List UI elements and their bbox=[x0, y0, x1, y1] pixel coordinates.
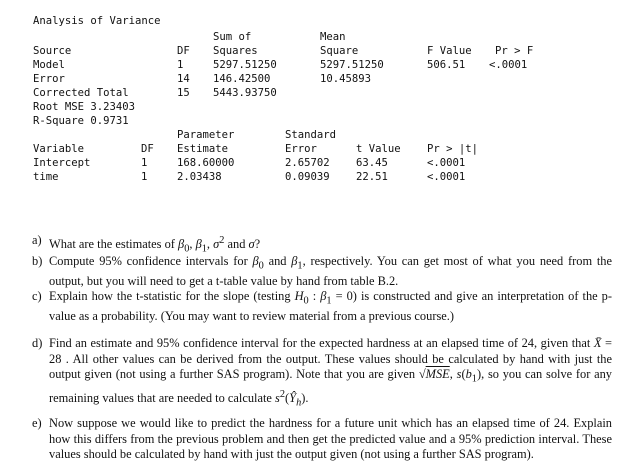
param-header-error: Error bbox=[285, 143, 317, 155]
param-header-standard: Standard bbox=[285, 129, 337, 141]
anova-row-ms: 5297.51250 bbox=[320, 59, 384, 71]
question-label: d) bbox=[32, 336, 43, 350]
param-row-df: 1 bbox=[141, 171, 148, 183]
param-header-variable: Variable bbox=[33, 143, 85, 155]
param-row-t: 22.51 bbox=[356, 171, 388, 183]
param-row-variable: Intercept bbox=[33, 157, 91, 169]
anova-header-square: Square bbox=[320, 45, 359, 57]
question-text: Now suppose we would like to predict the hardness for a future unit which has an elapsed time of 24. Explain how this differs from the previous problem and then get the predicted value and a 95% prediction interval. These values should be calculated by hand with just the output given (not using a further SAS program). bbox=[49, 416, 612, 461]
anova-row-df: 15 bbox=[177, 87, 190, 99]
anova-header-df: DF bbox=[177, 45, 190, 57]
question-text: What are the estimates of $\beta_0$, $\beta_1$, $\sigma^2$ and σ? bbox=[49, 235, 261, 255]
anova-title: Analysis of Variance bbox=[33, 15, 161, 27]
anova-header-source: Source bbox=[33, 45, 72, 57]
question-label: c) bbox=[32, 289, 42, 303]
question-text: Explain how the t-statistic for the slope (testing $H_0$ : $\beta_1 = 0$) is constructed and give an interpretation of the p-value as a probability. (You may want to review material from a previous course.) bbox=[49, 289, 612, 323]
param-row-estimate: 2.03438 bbox=[177, 171, 222, 183]
question-text: Find an estimate and 95% confidence interval for the expected hardness at an elapsed time of 24, given that X̄ = 28 . All other values can be derived from the output. These values should be calculated by hand with just the output given (not using a further SAS program). Note that you are given √MSE, $s(b_1)$, so you can solve for any remaining values that are needed to calculate $s^2(Ŷ_h)$. bbox=[49, 336, 612, 409]
r-square: R-Square 0.9731 bbox=[33, 115, 129, 127]
param-header-pr-t: Pr > |t| bbox=[427, 143, 479, 155]
anova-header-sum-of: Sum of bbox=[213, 31, 252, 43]
question-label: e) bbox=[32, 416, 42, 430]
anova-row-source: Corrected Total bbox=[33, 87, 129, 99]
root-mse: Root MSE 3.23403 bbox=[33, 101, 136, 113]
anova-row-p: <.0001 bbox=[489, 59, 528, 71]
anova-row-ss: 5297.51250 bbox=[213, 59, 277, 71]
anova-header-f-value: F Value bbox=[427, 45, 472, 57]
anova-row-ms: 10.45893 bbox=[320, 73, 372, 85]
question-d bbox=[32, 336, 612, 411]
param-row-t: 63.45 bbox=[356, 157, 388, 169]
anova-row-source: Error bbox=[33, 73, 65, 85]
anova-header-mean: Mean bbox=[320, 31, 346, 43]
question-text: Compute 95% confidence intervals for $\beta_0$ and $\beta_1$, respectively. You can get most of what you need from the output, but you will need to get a t-table value by hand from table B.2. bbox=[49, 254, 612, 288]
anova-row-f: 506.51 bbox=[427, 59, 466, 71]
anova-row-ss: 146.42500 bbox=[213, 73, 271, 85]
param-header-parameter: Parameter bbox=[177, 129, 235, 141]
param-row-df: 1 bbox=[141, 157, 148, 169]
question-e bbox=[32, 416, 612, 463]
param-row-se: 0.09039 bbox=[285, 171, 330, 183]
param-header-estimate: Estimate bbox=[177, 143, 229, 155]
param-header-t-value: t Value bbox=[356, 143, 401, 155]
question-label: a) bbox=[32, 233, 42, 247]
anova-row-source: Model bbox=[33, 59, 65, 71]
anova-header-squares: Squares bbox=[213, 45, 258, 57]
question-c bbox=[32, 289, 612, 324]
param-row-estimate: 168.60000 bbox=[177, 157, 235, 169]
param-row-variable: time bbox=[33, 171, 59, 183]
param-row-p: <.0001 bbox=[427, 157, 466, 169]
anova-row-df: 1 bbox=[177, 59, 184, 71]
question-label: b) bbox=[32, 254, 43, 268]
anova-row-ss: 5443.93750 bbox=[213, 87, 277, 99]
question-b bbox=[32, 254, 612, 289]
param-row-se: 2.65702 bbox=[285, 157, 330, 169]
param-row-p: <.0001 bbox=[427, 171, 466, 183]
param-header-df: DF bbox=[141, 143, 154, 155]
anova-header-pr-f: Pr > F bbox=[495, 45, 534, 57]
anova-row-df: 14 bbox=[177, 73, 190, 85]
